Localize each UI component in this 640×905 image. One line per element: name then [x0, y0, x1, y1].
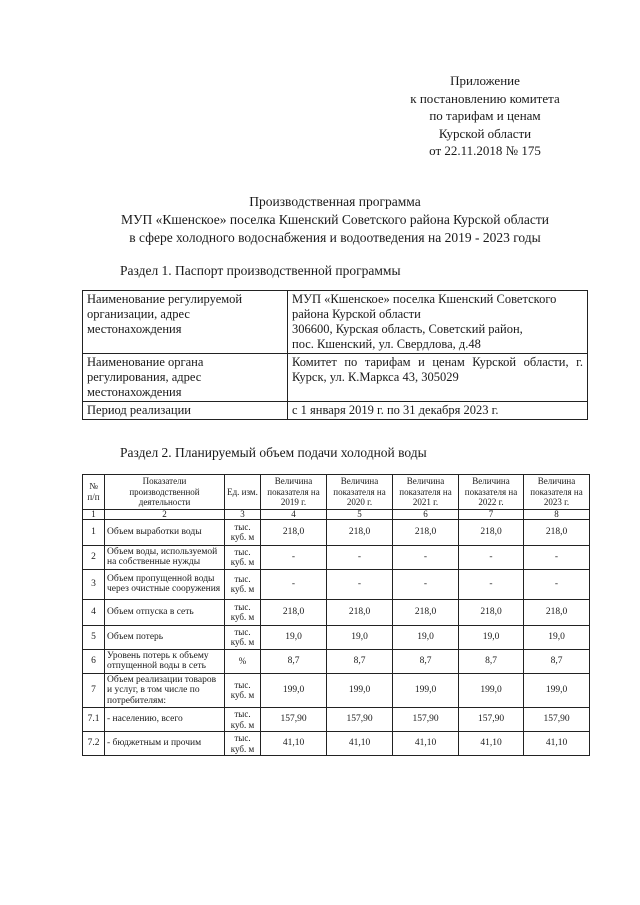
indicator-name: - населению, всего	[105, 708, 225, 732]
column-index: 1	[83, 509, 105, 519]
document-title	[60, 193, 610, 247]
passport-value	[288, 291, 588, 354]
value-cell: -	[261, 569, 327, 599]
value-cell: 41,10	[327, 732, 393, 756]
appendix-line: по тарифам и ценам	[429, 108, 541, 123]
table-row	[83, 519, 590, 545]
appendix-date-line: от 22.11.2018 № 175	[429, 143, 541, 158]
column-index-row	[83, 509, 590, 519]
value-cell: 218,0	[459, 599, 524, 625]
indicator-name: Объем выработки воды	[105, 519, 225, 545]
value-cell: 157,90	[393, 708, 459, 732]
value-cell: 41,10	[459, 732, 524, 756]
unit-cell: тыс. куб. м	[225, 673, 261, 708]
header-2019: Величина показателя на 2019 г.	[261, 475, 327, 510]
table-header-row	[83, 475, 590, 510]
title-line-2: МУП «Кшенское» поселка Кшенский Советского района Курской области	[120, 212, 550, 227]
unit-cell: тыс. куб. м	[225, 708, 261, 732]
value-cell: 41,10	[261, 732, 327, 756]
value-cell: -	[393, 545, 459, 569]
unit-cell: тыс. куб. м	[225, 519, 261, 545]
value-cell: 19,0	[393, 625, 459, 649]
appendix-line: Курской области	[438, 125, 532, 141]
value-cell: 218,0	[327, 519, 393, 545]
value-cell: 157,90	[261, 708, 327, 732]
row-number: 1	[83, 519, 105, 545]
value-cell: 19,0	[327, 625, 393, 649]
passport-row	[83, 402, 588, 420]
passport-value	[288, 402, 588, 420]
value-cell: -	[459, 545, 524, 569]
column-index: 2	[105, 509, 225, 519]
unit-cell: тыс. куб. м	[225, 732, 261, 756]
value-cell: 218,0	[261, 519, 327, 545]
table-row	[83, 545, 590, 569]
value-cell: 157,90	[459, 708, 524, 732]
header-2021: Величина показателя на 2021 г.	[393, 475, 459, 510]
appendix-line: к постановлению комитета	[410, 90, 560, 106]
row-number: 7	[83, 673, 105, 708]
value-cell: 218,0	[524, 519, 590, 545]
indicator-name: Объем воды, используемой на собственные нужды	[105, 545, 225, 569]
row-number: 4	[83, 599, 105, 625]
indicator-name: - бюджетным и прочим	[105, 732, 225, 756]
table-row	[83, 625, 590, 649]
column-index: 3	[225, 509, 261, 519]
passport-value-line: МУП «Кшенское» поселка Кшенский Советского района Курской области	[292, 292, 557, 321]
appendix-block	[400, 72, 570, 160]
table-row	[83, 649, 590, 673]
unit-cell: тыс. куб. м	[225, 625, 261, 649]
appendix-line: Приложение	[450, 73, 520, 88]
indicator-name: Объем потерь	[105, 625, 225, 649]
passport-value-line: 306600, Курская область, Советский район,	[292, 322, 523, 336]
unit-cell: тыс. куб. м	[225, 599, 261, 625]
passport-label: Период реализации	[83, 402, 288, 420]
value-cell: 218,0	[393, 519, 459, 545]
value-cell: -	[524, 545, 590, 569]
value-cell: 19,0	[261, 625, 327, 649]
table-row	[83, 673, 590, 708]
row-number: 7.1	[83, 708, 105, 732]
column-index: 6	[393, 509, 459, 519]
row-number: 3	[83, 569, 105, 599]
value-cell: 19,0	[459, 625, 524, 649]
value-cell: -	[393, 569, 459, 599]
row-number: 5	[83, 625, 105, 649]
value-cell: 19,0	[524, 625, 590, 649]
table-row	[83, 599, 590, 625]
passport-table	[82, 290, 588, 420]
unit-cell: %	[225, 649, 261, 673]
passport-label: Наименование органа регулирования, адрес местонахождения	[83, 354, 288, 402]
indicator-name: Объем пропущенной воды через очистные сооружения	[105, 569, 225, 599]
row-number: 2	[83, 545, 105, 569]
value-cell: 157,90	[327, 708, 393, 732]
section-2-heading: Раздел 2. Планируемый объем подачи холодной воды	[120, 445, 427, 460]
value-cell: 8,7	[524, 649, 590, 673]
value-cell: 199,0	[327, 673, 393, 708]
header-2023: Величина показателя на 2023 г.	[524, 475, 590, 510]
value-cell: 199,0	[524, 673, 590, 708]
header-2020: Величина показателя на 2020 г.	[327, 475, 393, 510]
value-cell: -	[261, 545, 327, 569]
title-line-1: Производственная программа	[249, 194, 421, 209]
row-number: 6	[83, 649, 105, 673]
value-cell: 218,0	[393, 599, 459, 625]
passport-value-line: Комитет по тарифам и ценам Курской области, г. Курск, ул. К.Маркса 43, 305029	[292, 355, 583, 384]
passport-value-line: с 1 января 2019 г. по 31 декабря 2023 г.	[292, 403, 499, 417]
value-cell: 41,10	[393, 732, 459, 756]
indicator-name: Объем отпуска в сеть	[105, 599, 225, 625]
header-unit: Ед. изм.	[225, 475, 261, 510]
value-cell: -	[524, 569, 590, 599]
passport-row	[83, 291, 588, 354]
value-cell: 218,0	[459, 519, 524, 545]
value-cell: 218,0	[327, 599, 393, 625]
header-indicator: Показатели производственной деятельности	[105, 475, 225, 510]
row-number: 7.2	[83, 732, 105, 756]
value-cell: 157,90	[524, 708, 590, 732]
table-row	[83, 708, 590, 732]
value-cell: 199,0	[261, 673, 327, 708]
value-cell: 218,0	[524, 599, 590, 625]
indicator-name: Объем реализации товаров и услуг, в том числе по потребителям:	[105, 673, 225, 708]
header-2022: Величина показателя на 2022 г.	[459, 475, 524, 510]
value-cell: -	[459, 569, 524, 599]
passport-row	[83, 354, 588, 402]
table-row	[83, 569, 590, 599]
column-index: 4	[261, 509, 327, 519]
value-cell: 8,7	[459, 649, 524, 673]
column-index: 8	[524, 509, 590, 519]
title-line-3: в сфере холодного водоснабжения и водоотведения на 2019 - 2023 годы	[129, 230, 541, 245]
passport-label: Наименование регулируемой организации, адрес местонахождения	[83, 291, 288, 354]
value-cell: -	[327, 545, 393, 569]
value-cell: 41,10	[524, 732, 590, 756]
passport-value	[288, 354, 588, 402]
value-cell: 218,0	[261, 599, 327, 625]
value-cell: 199,0	[393, 673, 459, 708]
value-cell: 8,7	[327, 649, 393, 673]
value-cell: 8,7	[261, 649, 327, 673]
value-cell: 8,7	[393, 649, 459, 673]
indicator-name: Уровень потерь к объему отпущенной воды в сеть	[105, 649, 225, 673]
passport-value-line: пос. Кшенский, ул. Свердлова, д.48	[292, 337, 481, 351]
column-index: 7	[459, 509, 524, 519]
water-volume-table	[82, 474, 590, 756]
column-index: 5	[327, 509, 393, 519]
value-cell: -	[327, 569, 393, 599]
section-1-heading: Раздел 1. Паспорт производственной программы	[120, 263, 401, 278]
value-cell: 199,0	[459, 673, 524, 708]
unit-cell: тыс. куб. м	[225, 545, 261, 569]
header-num: № п/п	[83, 475, 105, 510]
table-row	[83, 732, 590, 756]
unit-cell: тыс. куб. м	[225, 569, 261, 599]
